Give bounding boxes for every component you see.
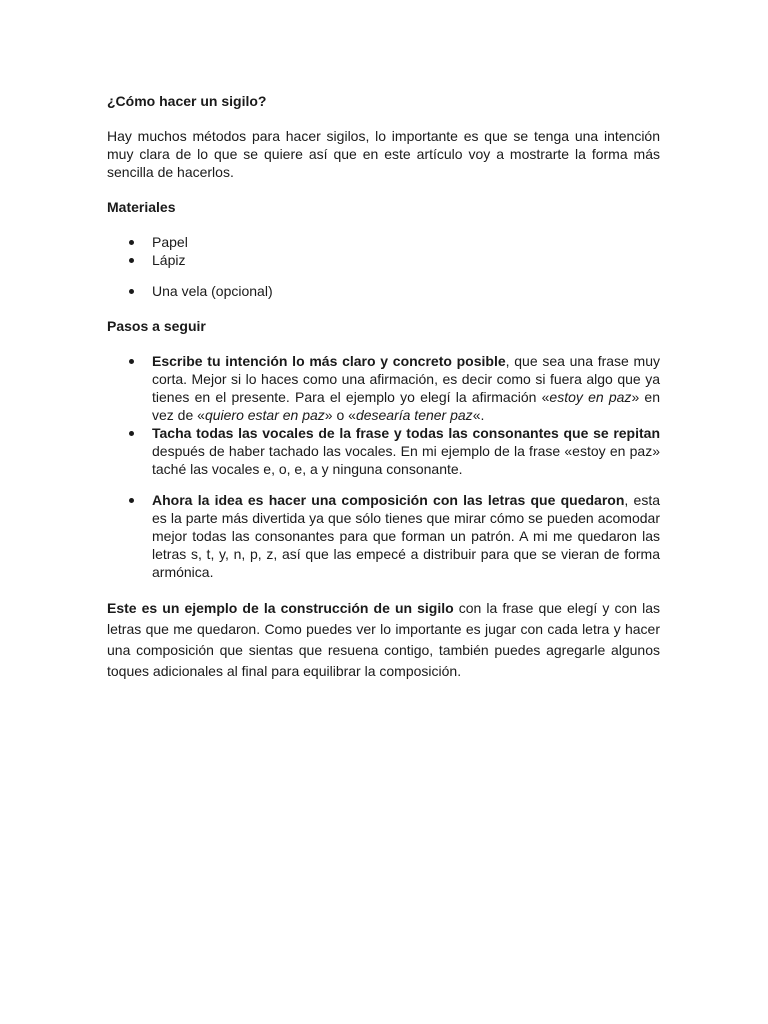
material-item-text: Papel — [152, 234, 188, 250]
bullet-icon — [129, 359, 134, 364]
bullet-icon — [129, 498, 134, 503]
step-item — [107, 424, 660, 478]
step-italic-text: estoy en paz — [549, 389, 632, 405]
intro-paragraph: Hay muchos métodos para hacer sigilos, lo importante es que se tenga una intención muy clara de lo que se quiere así que en este artículo voy a mostrarte la forma más sencilla de hacerlos. — [107, 128, 660, 180]
bullet-icon — [129, 289, 134, 294]
step-text: , esta es la parte más divertida ya que sólo tienes que mirar cómo se pueden acomodar mejor todas las consonantes para que forman un patrón. A mi me quedaron las letras s, t, y, n, p, z, así que las empecé a distribuir para que se vieran de forma armónica. — [152, 492, 661, 580]
materials-heading: Materiales — [107, 199, 176, 215]
step-item — [107, 352, 660, 424]
material-item-text: Lápiz — [152, 252, 186, 268]
materials-list — [107, 233, 660, 269]
step-item — [107, 491, 660, 581]
step-bold-text: Escribe tu intención lo más claro y concreto posible — [152, 353, 506, 369]
steps-list — [107, 352, 660, 581]
step-italic-text: quiero estar en paz — [204, 407, 325, 423]
closing-paragraph — [107, 598, 660, 682]
document-body — [107, 92, 660, 696]
materials-list-optional — [107, 282, 660, 300]
list-item — [107, 282, 660, 300]
step-text: después de haber tachado las vocales. En mi ejemplo de la frase «estoy en paz» taché las vocales e, o, e, a y ninguna consonante. — [152, 443, 660, 477]
closing-bold-text: Este es un ejemplo de la construcción de un sigilo — [107, 600, 454, 616]
bullet-icon — [129, 240, 134, 245]
list-item — [107, 233, 660, 251]
bullet-icon — [129, 431, 134, 436]
closing-text: con la frase que elegí y con las letras que me quedaron. Como puedes ver lo importante es jugar con cada letra y hacer una composición que sientas que resuena contigo, también puedes agregarle algunos toques adicionales al final para equilibrar la composición. — [107, 600, 660, 679]
step-bold-text: Ahora la idea es hacer una composición con las letras que quedaron — [152, 492, 625, 508]
step-bold-text: Tacha todas las vocales de la frase y todas las consonantes que se repitan — [152, 425, 660, 441]
step-text: » o « — [324, 407, 356, 423]
steps-heading: Pasos a seguir — [107, 318, 206, 334]
page-title: ¿Cómo hacer un sigilo? — [107, 93, 267, 109]
step-text: » en vez de « — [152, 389, 661, 423]
material-item-text: Una vela (opcional) — [152, 283, 273, 299]
bullet-icon — [129, 258, 134, 263]
step-text: «. — [472, 407, 485, 423]
step-text: , que sea una frase muy corta. Mejor si lo haces como una afirmación, es decir como si fuera algo que ya tienes en el presente. Para el ejemplo yo elegí la afirmación « — [152, 353, 660, 405]
step-italic-text: desearía tener paz — [355, 407, 473, 423]
list-item — [107, 251, 660, 269]
